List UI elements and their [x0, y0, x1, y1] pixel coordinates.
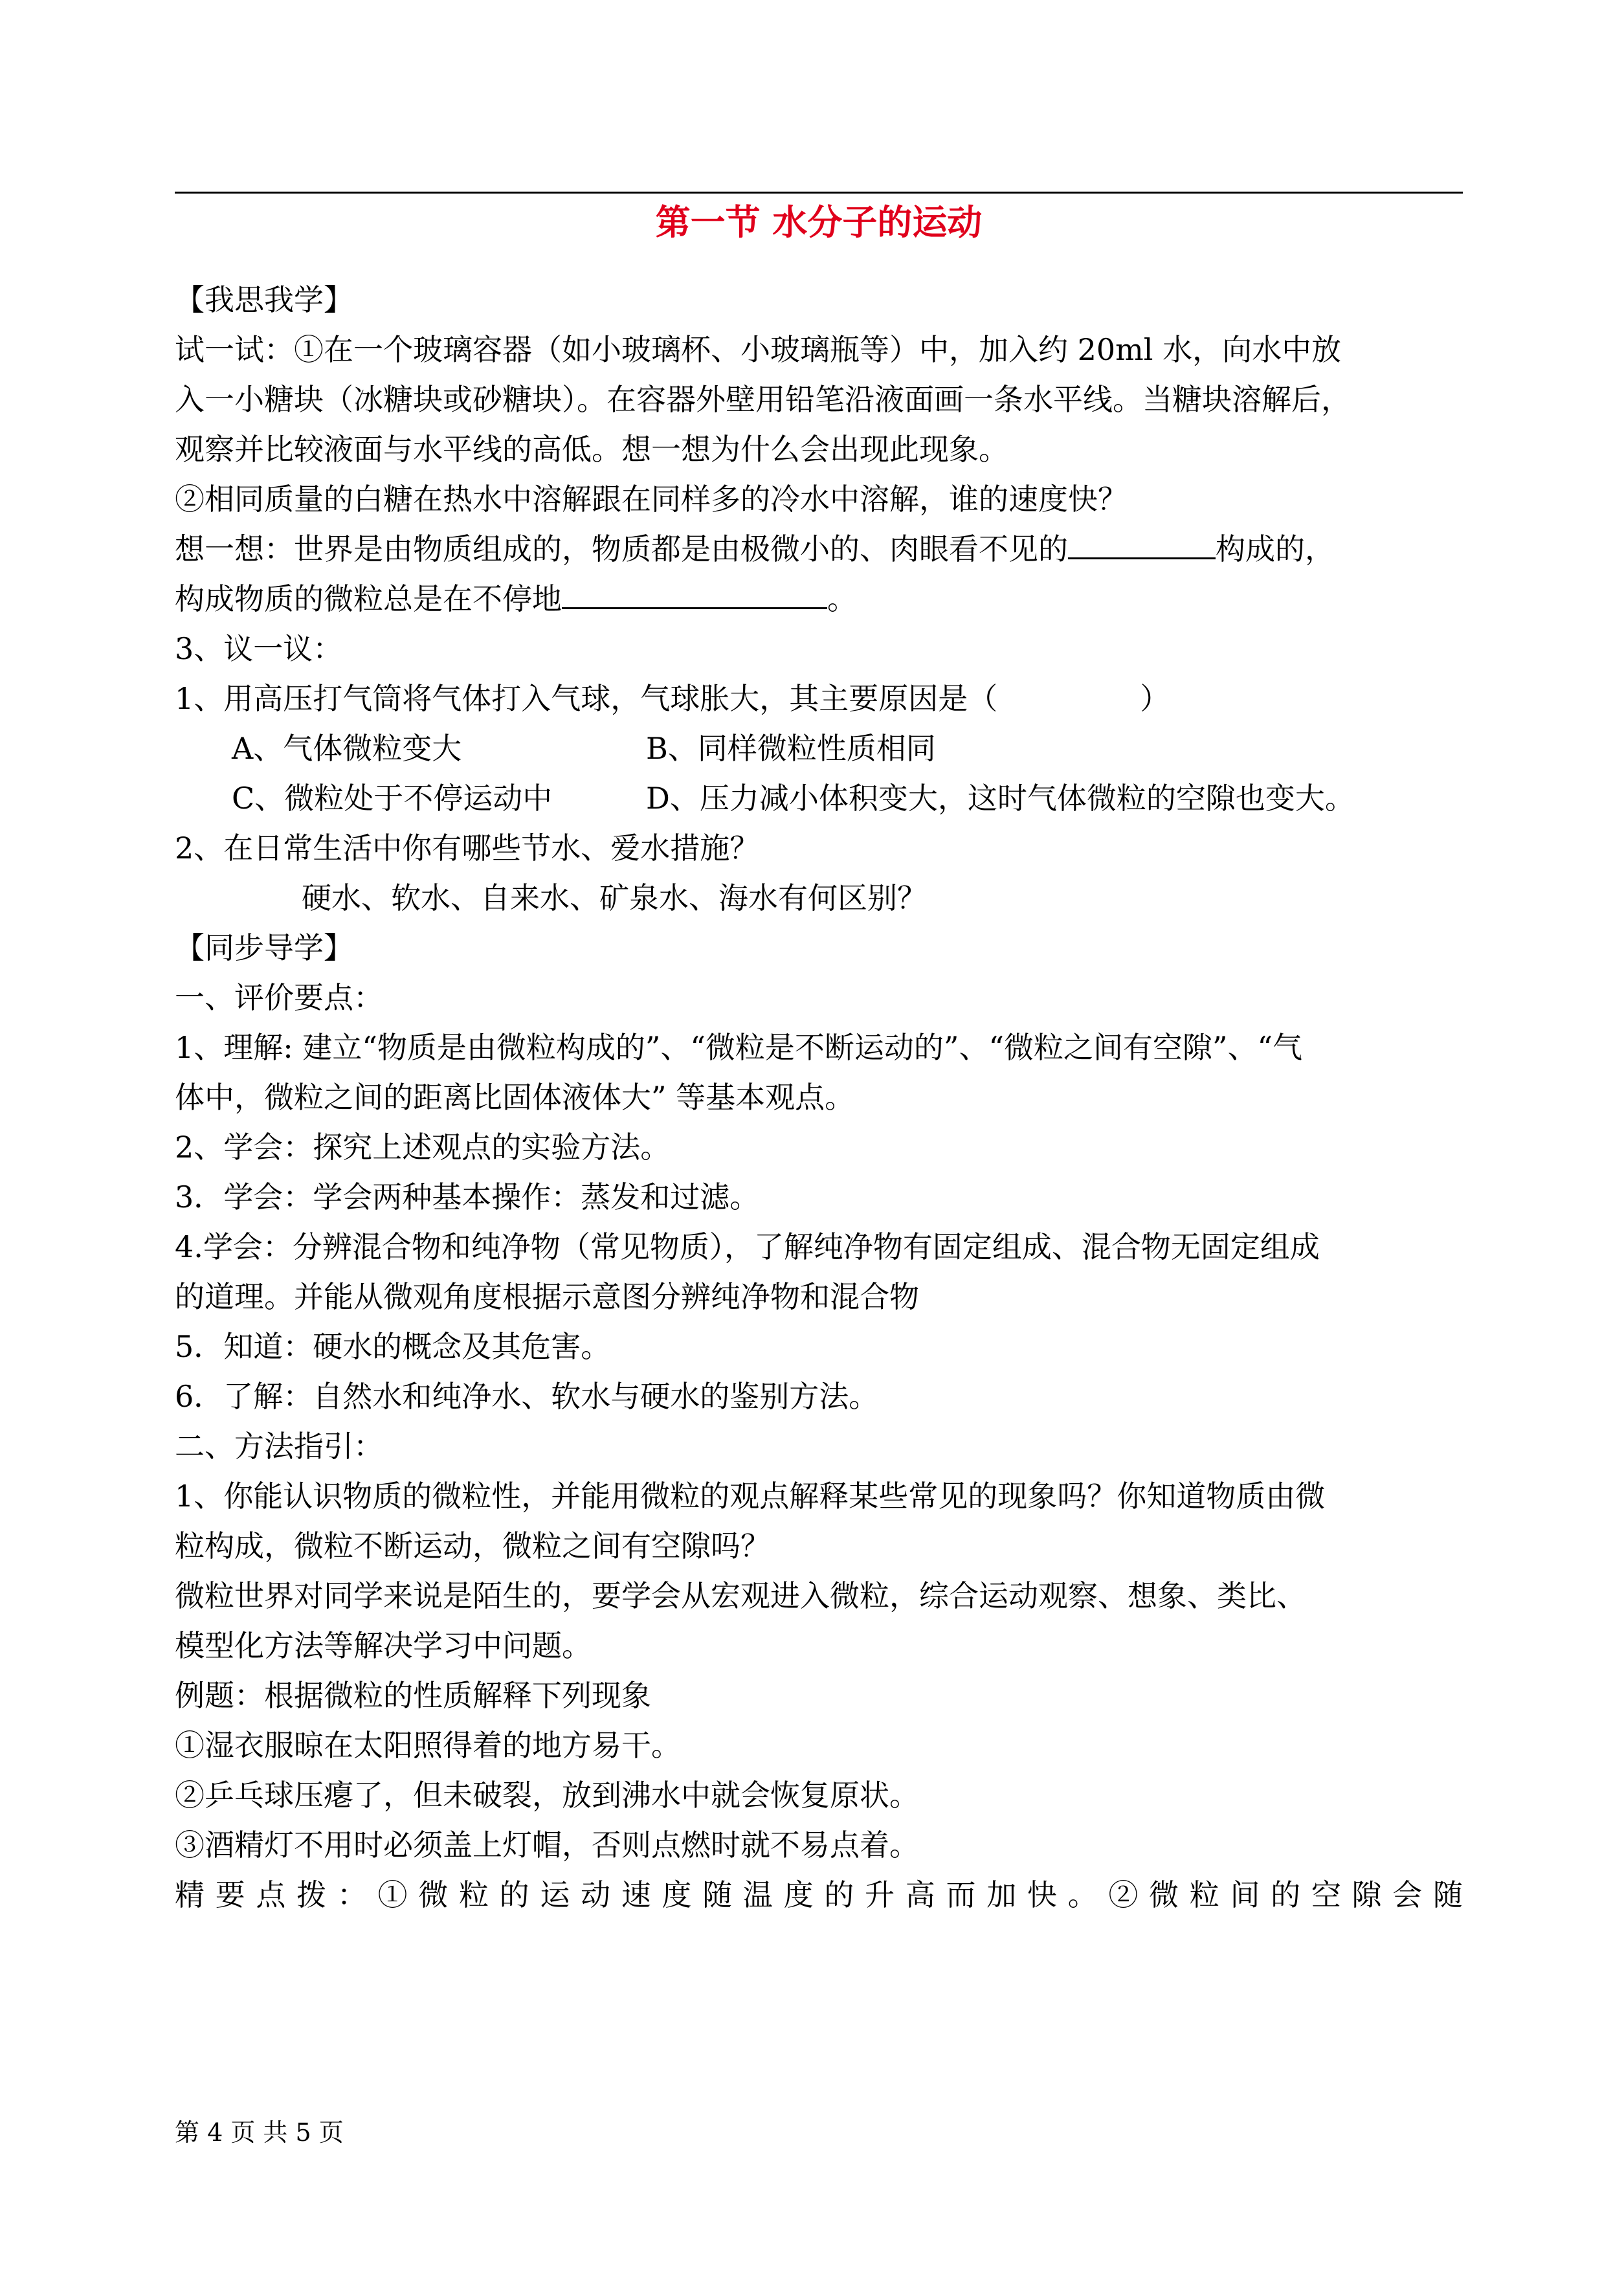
example-item: ③酒精灯不用时必须盖上灯帽，否则点燃时就不易点着。 [175, 1828, 919, 1862]
paragraph-line: 2、学会：探究上述观点的实验方法。 [175, 1130, 671, 1165]
paragraph-line: 体中，微粒之间的距离比固体液体大” 等基本观点。 [175, 1080, 855, 1115]
paragraph-line: 4.学会：分辨混合物和纯净物（常见物质），了解纯净物有固定组成、混合物无固定组成 [175, 1229, 1320, 1264]
paragraph-line: 5．知道：硬水的概念及其危害。 [175, 1329, 611, 1364]
text-segment: 构成的， [1216, 531, 1335, 566]
text-segment: 构成物质的微粒总是在不停地 [175, 581, 562, 616]
paragraph-line: 1、你能认识物质的微粒性，并能用微粒的观点解释某些常见的现象吗？你知道物质由微 [175, 1479, 1326, 1514]
answer-blank[interactable] [1068, 528, 1216, 559]
paragraph-line: 试一试：①在一个玻璃容器（如小玻璃杯、小玻璃瓶等）中，加入约 20ml 水，向水中放 [175, 332, 1342, 367]
example-heading: 例题：根据微粒的性质解释下列现象 [175, 1678, 651, 1713]
paragraph-line: 微粒世界对同学来说是陌生的，要学会从宏观进入微粒，综合运动观察、想象、类比、 [175, 1578, 1306, 1613]
paragraph-line: 3、议一议： [175, 631, 343, 666]
text-segment: 。 [827, 581, 857, 616]
answer-blank[interactable] [562, 577, 827, 609]
example-item: ①湿衣服晾在太阳照得着的地方易干。 [175, 1728, 681, 1763]
question-2-sub: 硬水、软水、自来水、矿泉水、海水有何区别？ [302, 880, 927, 915]
paragraph-line: 粒构成，微粒不断运动，微粒之间有空隙吗？ [175, 1528, 770, 1563]
options-row [175, 724, 1463, 774]
paragraph-line: 入一小糖块（冰糖块或砂糖块）。在容器外壁用铅笔沿液面画一条水平线。当糖块溶解后， [175, 382, 1351, 417]
option-b: B、同样微粒性质相同 [646, 731, 936, 766]
options-row [175, 774, 1463, 823]
paragraph-line: 3．学会：学会两种基本操作：蒸发和过滤。 [175, 1180, 760, 1214]
subheading-evaluation: 一、评价要点： [175, 980, 383, 1015]
paragraph-line: 模型化方法等解决学习中问题。 [175, 1628, 592, 1663]
paragraph-line: 的道理。并能从微观角度根据示意图分辨纯净物和混合物 [175, 1279, 919, 1314]
page-footer: 第 4 页 共 5 页 [175, 2118, 344, 2147]
example-item: ②乒乓球压瘪了，但未破裂，放到沸水中就会恢复原状。 [175, 1778, 919, 1813]
question-2: 2、在日常生活中你有哪些节水、爱水措施？ [175, 831, 760, 866]
option-d: D、压力减小体积变大，这时气体微粒的空隙也变大。 [646, 781, 1355, 816]
paragraph-line: 观察并比较液面与水平线的高低。想一想为什么会出现此现象。 [175, 432, 1008, 467]
page-title: 第一节 水分子的运动 [655, 202, 983, 243]
text-segment: 想一想：世界是由物质组成的，物质都是由极微小的、肉眼看不见的 [175, 531, 1068, 566]
paragraph-line: 6．了解：自然水和纯净水、软水与硬水的鉴别方法。 [175, 1379, 879, 1414]
header-rule [175, 192, 1463, 194]
tip-line: 精要点拨：①微粒的运动速度随温度的升高而加快。②微粒间的空隙会随 [175, 1877, 1463, 1912]
subheading-method: 二、方法指引： [175, 1429, 383, 1464]
paragraph-line: 1、理解: 建立“物质是由微粒构成的”、“微粒是不断运动的”、“微粒之间有空隙”、“气 [175, 1030, 1303, 1065]
document-body [175, 275, 1463, 1920]
question-text: ） [1140, 681, 1170, 716]
section-heading-guide: 【同步导学】 [175, 930, 353, 965]
paragraph-line: ②相同质量的白糖在热水中溶解跟在同样多的冷水中溶解，谁的速度快？ [175, 482, 1128, 517]
fill-blank-line [175, 524, 1463, 574]
fill-blank-line [175, 574, 1463, 624]
question-1 [175, 674, 1463, 724]
option-c: C、微粒处于不停运动中 [232, 781, 553, 816]
section-heading-think: 【我思我学】 [175, 282, 353, 317]
option-a: A、气体微粒变大 [232, 731, 462, 766]
question-text: 1、用高压打气筒将气体打入气球，气球胀大，其主要原因是（ [175, 681, 998, 716]
